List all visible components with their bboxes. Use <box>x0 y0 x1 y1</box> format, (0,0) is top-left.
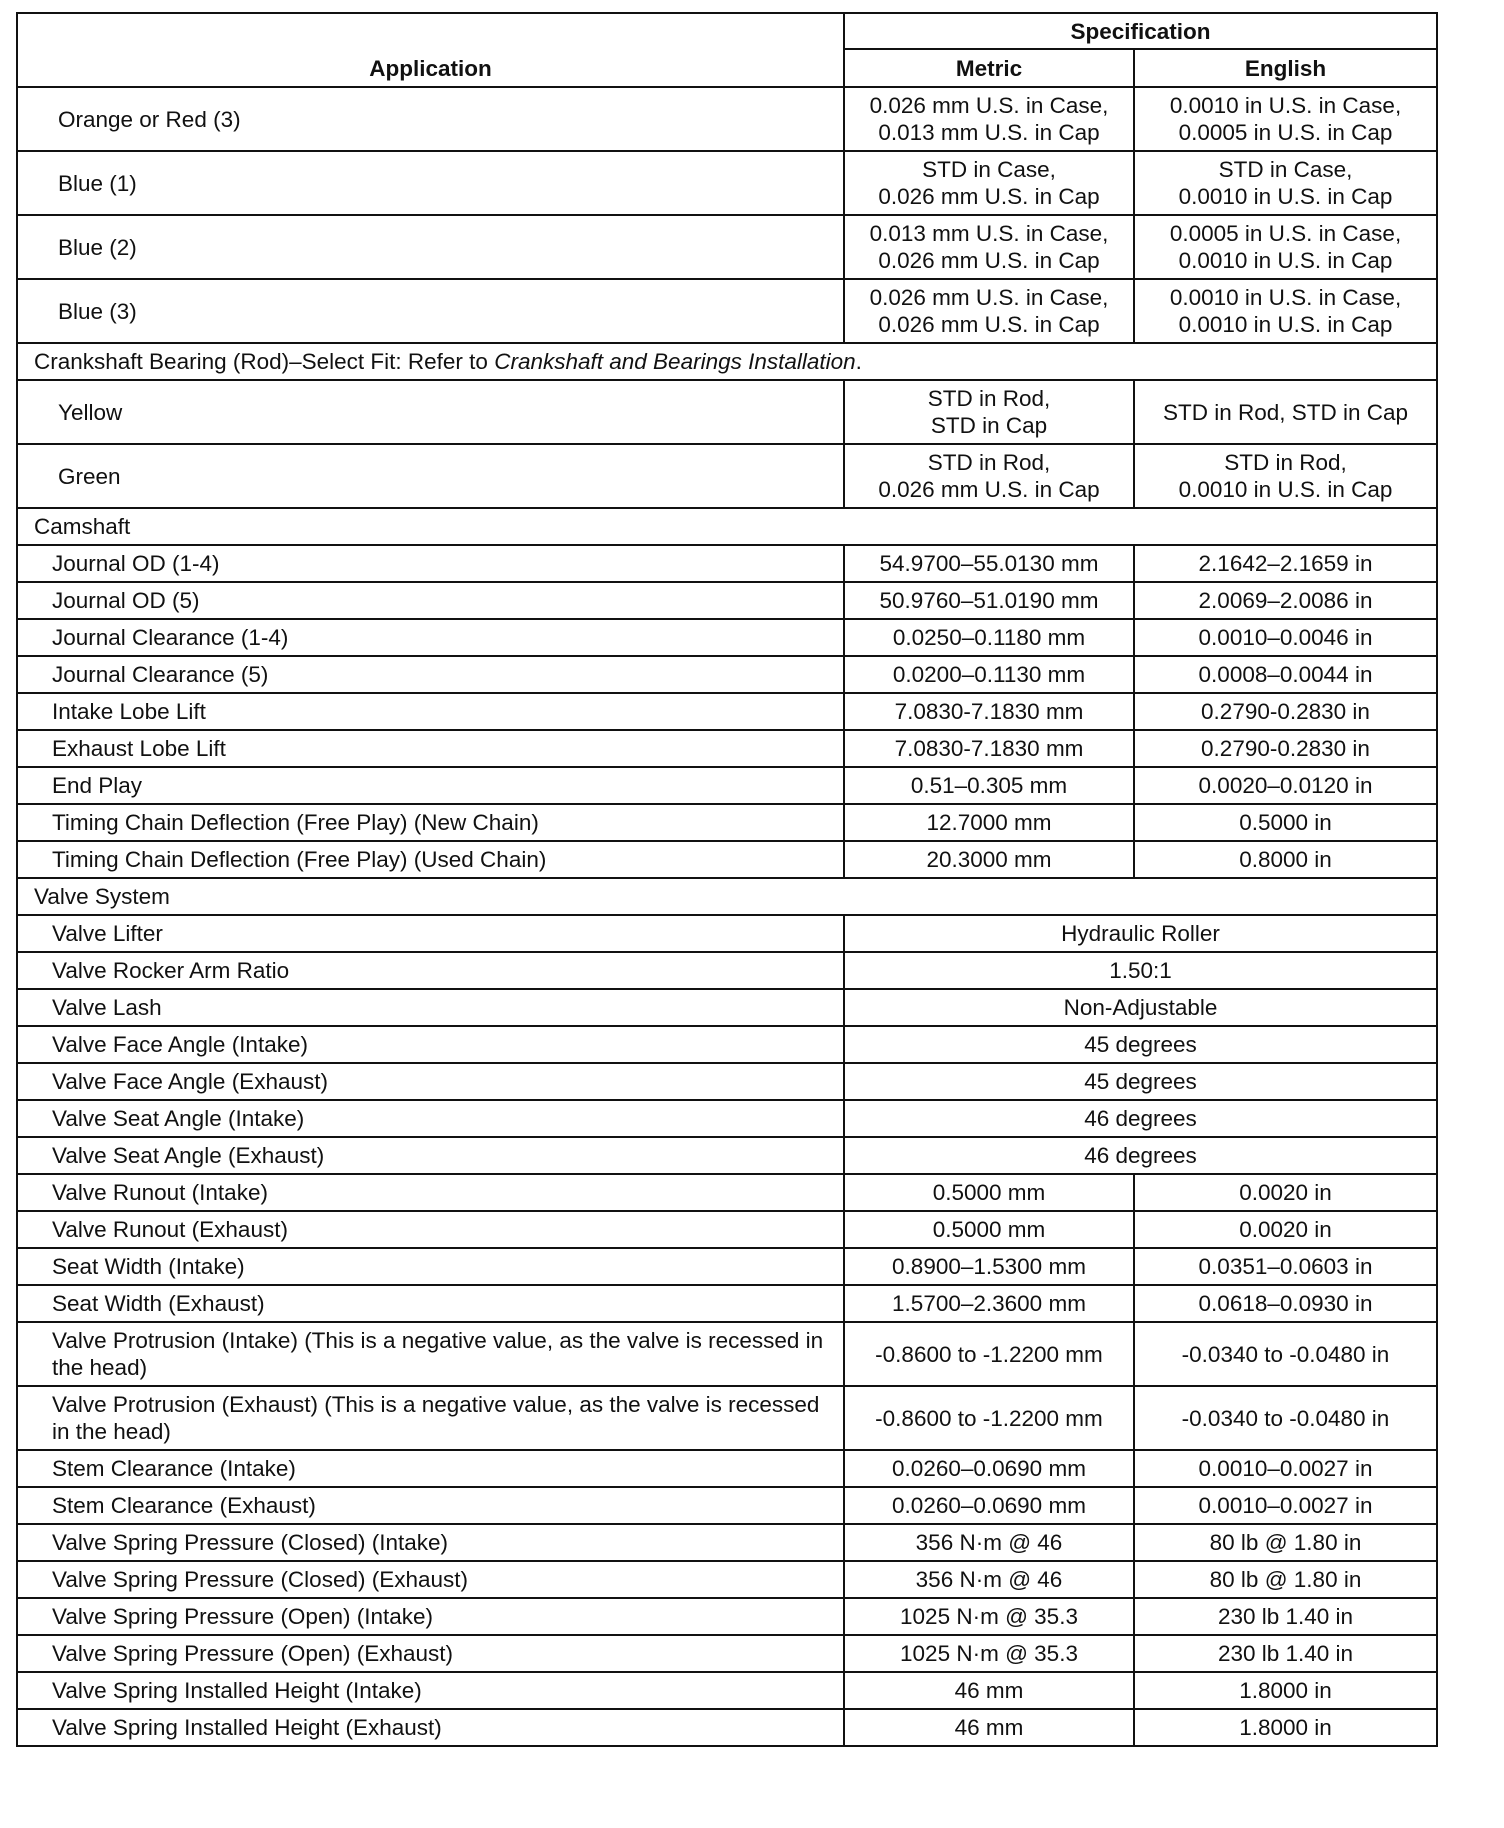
procedure-reference: Crankshaft and Bearings Installation <box>494 349 856 374</box>
metric-line-2: 0.026 mm U.S. in Cap <box>878 312 1100 337</box>
table-row <box>17 619 1437 656</box>
metric-cell <box>844 151 1134 215</box>
english-cell <box>1134 215 1437 279</box>
metric-cell <box>844 279 1134 343</box>
section-row-valve-system <box>17 878 1437 915</box>
spec-cell: 46 degrees <box>844 1137 1437 1174</box>
english-line-1: 0.0010 in U.S. in Case, <box>1169 285 1402 310</box>
spec-cell: 45 degrees <box>844 1063 1437 1100</box>
metric-cell: 54.9700–55.0130 mm <box>844 545 1134 582</box>
english-cell: 80 lb @ 1.80 in <box>1134 1524 1437 1561</box>
metric-cell: 20.3000 mm <box>844 841 1134 878</box>
table-row <box>17 1561 1437 1598</box>
application-cell: Valve Runout (Intake) <box>17 1174 844 1211</box>
table-row <box>17 952 1437 989</box>
metric-cell: 7.0830-7.1830 mm <box>844 693 1134 730</box>
english-cell: 0.0618–0.0930 in <box>1134 1285 1437 1322</box>
specification-header: Specification <box>844 13 1437 49</box>
english-line-2: 0.0010 in U.S. in Cap <box>1178 312 1393 337</box>
english-cell: 2.0069–2.0086 in <box>1134 582 1437 619</box>
application-cell: Green <box>17 444 844 508</box>
application-cell: Timing Chain Deflection (Free Play) (New Chain) <box>17 804 844 841</box>
table-row <box>17 1450 1437 1487</box>
english-cell: 0.2790-0.2830 in <box>1134 730 1437 767</box>
english-cell: 0.0008–0.0044 in <box>1134 656 1437 693</box>
section-title <box>17 343 1437 380</box>
english-cell: 80 lb @ 1.80 in <box>1134 1561 1437 1598</box>
metric-line-1: STD in Rod, <box>927 386 1051 411</box>
metric-cell: 356 N·m @ 46 <box>844 1524 1134 1561</box>
metric-line-2: STD in Cap <box>930 413 1048 438</box>
english-line-2: 0.0010 in U.S. in Cap <box>1178 248 1393 273</box>
english-cell: 0.2790-0.2830 in <box>1134 693 1437 730</box>
metric-cell: 7.0830-7.1830 mm <box>844 730 1134 767</box>
metric-cell <box>844 87 1134 151</box>
english-cell <box>1134 279 1437 343</box>
english-cell: 1.8000 in <box>1134 1672 1437 1709</box>
english-cell: STD in Rod, STD in Cap <box>1134 380 1437 444</box>
table-row <box>17 1248 1437 1285</box>
header-row-1 <box>17 13 1437 49</box>
application-cell: Valve Seat Angle (Exhaust) <box>17 1137 844 1174</box>
table-row <box>17 1285 1437 1322</box>
metric-header: Metric <box>844 49 1134 87</box>
english-cell: 1.8000 in <box>1134 1709 1437 1746</box>
table-row <box>17 151 1437 215</box>
table-row <box>17 87 1437 151</box>
english-cell: 0.8000 in <box>1134 841 1437 878</box>
application-cell: Seat Width (Exhaust) <box>17 1285 844 1322</box>
metric-cell: 1025 N·m @ 35.3 <box>844 1635 1134 1672</box>
metric-line-2: 0.026 mm U.S. in Cap <box>878 184 1100 209</box>
section-title: Camshaft <box>17 508 1437 545</box>
table-row <box>17 989 1437 1026</box>
table-row <box>17 1635 1437 1672</box>
application-cell: Valve Lifter <box>17 915 844 952</box>
english-cell: -0.0340 to -0.0480 in <box>1134 1322 1437 1386</box>
english-cell: 0.0351–0.0603 in <box>1134 1248 1437 1285</box>
table-row <box>17 1174 1437 1211</box>
metric-line-1: STD in Case, <box>922 157 1056 182</box>
metric-cell: 0.0250–0.1180 mm <box>844 619 1134 656</box>
application-cell: Timing Chain Deflection (Free Play) (Used Chain) <box>17 841 844 878</box>
table-row <box>17 582 1437 619</box>
metric-cell: 0.51–0.305 mm <box>844 767 1134 804</box>
section-row-camshaft <box>17 508 1437 545</box>
english-cell: 0.0010–0.0046 in <box>1134 619 1437 656</box>
application-cell: Journal OD (5) <box>17 582 844 619</box>
metric-cell: 0.0260–0.0690 mm <box>844 1450 1134 1487</box>
application-cell: Valve Spring Installed Height (Exhaust) <box>17 1709 844 1746</box>
table-row <box>17 730 1437 767</box>
table-row <box>17 1137 1437 1174</box>
application-cell: Valve Protrusion (Exhaust) (This is a negative value, as the valve is recessed in the head) <box>17 1386 844 1450</box>
metric-line-2: 0.026 mm U.S. in Cap <box>878 248 1100 273</box>
english-cell: 0.0020 in <box>1134 1211 1437 1248</box>
table-row <box>17 1672 1437 1709</box>
metric-line-1: 0.013 mm U.S. in Case, <box>869 221 1109 246</box>
application-cell: Valve Face Angle (Intake) <box>17 1026 844 1063</box>
english-cell: 0.5000 in <box>1134 804 1437 841</box>
application-cell: Valve Seat Angle (Intake) <box>17 1100 844 1137</box>
metric-cell: 46 mm <box>844 1672 1134 1709</box>
english-cell: 230 lb 1.40 in <box>1134 1635 1437 1672</box>
english-cell: 2.1642–2.1659 in <box>1134 545 1437 582</box>
table-row <box>17 1322 1437 1386</box>
table-row <box>17 1487 1437 1524</box>
english-cell: 230 lb 1.40 in <box>1134 1598 1437 1635</box>
metric-cell: 1025 N·m @ 35.3 <box>844 1598 1134 1635</box>
table-row <box>17 841 1437 878</box>
table-row <box>17 380 1437 444</box>
application-cell: Valve Rocker Arm Ratio <box>17 952 844 989</box>
metric-cell: 0.5000 mm <box>844 1174 1134 1211</box>
table-row <box>17 1211 1437 1248</box>
application-header: Application <box>17 13 844 87</box>
metric-line-1: 0.026 mm U.S. in Case, <box>869 93 1109 118</box>
table-row <box>17 1709 1437 1746</box>
metric-cell: -0.8600 to -1.2200 mm <box>844 1386 1134 1450</box>
metric-cell: 0.8900–1.5300 mm <box>844 1248 1134 1285</box>
application-cell: Journal OD (1-4) <box>17 545 844 582</box>
english-line-2: 0.0010 in U.S. in Cap <box>1178 477 1393 502</box>
application-cell: Seat Width (Intake) <box>17 1248 844 1285</box>
table-row <box>17 767 1437 804</box>
english-line-1: 0.0005 in U.S. in Case, <box>1169 221 1402 246</box>
table-row <box>17 1026 1437 1063</box>
metric-cell: -0.8600 to -1.2200 mm <box>844 1322 1134 1386</box>
metric-cell <box>844 444 1134 508</box>
application-cell: Valve Lash <box>17 989 844 1026</box>
application-cell: Exhaust Lobe Lift <box>17 730 844 767</box>
application-cell: Valve Spring Pressure (Closed) (Exhaust) <box>17 1561 844 1598</box>
spec-cell: 46 degrees <box>844 1100 1437 1137</box>
application-cell: Intake Lobe Lift <box>17 693 844 730</box>
metric-line-2: 0.026 mm U.S. in Cap <box>878 477 1100 502</box>
table-row <box>17 1524 1437 1561</box>
english-cell: -0.0340 to -0.0480 in <box>1134 1386 1437 1450</box>
table-row <box>17 279 1437 343</box>
table-row <box>17 1100 1437 1137</box>
english-cell <box>1134 87 1437 151</box>
metric-cell: 0.0260–0.0690 mm <box>844 1487 1134 1524</box>
spec-cell: Non-Adjustable <box>844 989 1437 1026</box>
english-line-2: 0.0010 in U.S. in Cap <box>1178 184 1393 209</box>
application-cell: Valve Spring Pressure (Open) (Intake) <box>17 1598 844 1635</box>
english-cell <box>1134 151 1437 215</box>
english-cell: 0.0010–0.0027 in <box>1134 1487 1437 1524</box>
application-cell: Orange or Red (3) <box>17 87 844 151</box>
application-cell: Valve Runout (Exhaust) <box>17 1211 844 1248</box>
application-cell: Blue (1) <box>17 151 844 215</box>
english-line-2: 0.0005 in U.S. in Cap <box>1178 120 1393 145</box>
table-row <box>17 693 1437 730</box>
metric-cell: 1.5700–2.3600 mm <box>844 1285 1134 1322</box>
spec-cell: 1.50:1 <box>844 952 1437 989</box>
metric-cell: 356 N·m @ 46 <box>844 1561 1134 1598</box>
metric-cell: 46 mm <box>844 1709 1134 1746</box>
section-suffix: . <box>855 349 862 374</box>
specification-table <box>16 12 1438 1747</box>
application-cell: Journal Clearance (5) <box>17 656 844 693</box>
spec-cell: Hydraulic Roller <box>844 915 1437 952</box>
application-cell: Journal Clearance (1-4) <box>17 619 844 656</box>
english-line-1: STD in Case, <box>1218 157 1353 182</box>
application-cell: Yellow <box>17 380 844 444</box>
english-line-1: 0.0010 in U.S. in Case, <box>1169 93 1402 118</box>
metric-line-1: STD in Rod, <box>927 450 1051 475</box>
english-line-1: STD in Rod, <box>1224 450 1347 475</box>
application-cell: Blue (2) <box>17 215 844 279</box>
metric-line-1: 0.026 mm U.S. in Case, <box>869 285 1109 310</box>
english-cell: 0.0020 in <box>1134 1174 1437 1211</box>
table-row <box>17 656 1437 693</box>
table-row <box>17 915 1437 952</box>
english-cell <box>1134 444 1437 508</box>
metric-cell: 0.5000 mm <box>844 1211 1134 1248</box>
table-row <box>17 1598 1437 1635</box>
application-cell: Valve Spring Pressure (Open) (Exhaust) <box>17 1635 844 1672</box>
metric-cell: 12.7000 mm <box>844 804 1134 841</box>
application-cell: Stem Clearance (Intake) <box>17 1450 844 1487</box>
application-cell: Valve Spring Pressure (Closed) (Intake) <box>17 1524 844 1561</box>
section-prefix: Crankshaft Bearing (Rod)–Select Fit: Refer to <box>34 349 495 374</box>
metric-cell: 50.9760–51.0190 mm <box>844 582 1134 619</box>
application-cell: End Play <box>17 767 844 804</box>
table-row <box>17 1386 1437 1450</box>
table-row <box>17 1063 1437 1100</box>
table-row <box>17 444 1437 508</box>
spec-cell: 45 degrees <box>844 1026 1437 1063</box>
metric-line-2: 0.013 mm U.S. in Cap <box>878 120 1100 145</box>
table-row <box>17 804 1437 841</box>
metric-cell: 0.0200–0.1130 mm <box>844 656 1134 693</box>
section-title: Valve System <box>17 878 1437 915</box>
metric-cell <box>844 380 1134 444</box>
section-row-rod-bearing <box>17 343 1437 380</box>
english-header: English <box>1134 49 1437 87</box>
english-cell: 0.0010–0.0027 in <box>1134 1450 1437 1487</box>
application-cell: Blue (3) <box>17 279 844 343</box>
metric-cell <box>844 215 1134 279</box>
application-cell: Valve Spring Installed Height (Intake) <box>17 1672 844 1709</box>
table-row <box>17 215 1437 279</box>
english-cell: 0.0020–0.0120 in <box>1134 767 1437 804</box>
application-cell: Valve Protrusion (Intake) (This is a negative value, as the valve is recessed in the head) <box>17 1322 844 1386</box>
application-cell: Valve Face Angle (Exhaust) <box>17 1063 844 1100</box>
table-row <box>17 545 1437 582</box>
application-cell: Stem Clearance (Exhaust) <box>17 1487 844 1524</box>
